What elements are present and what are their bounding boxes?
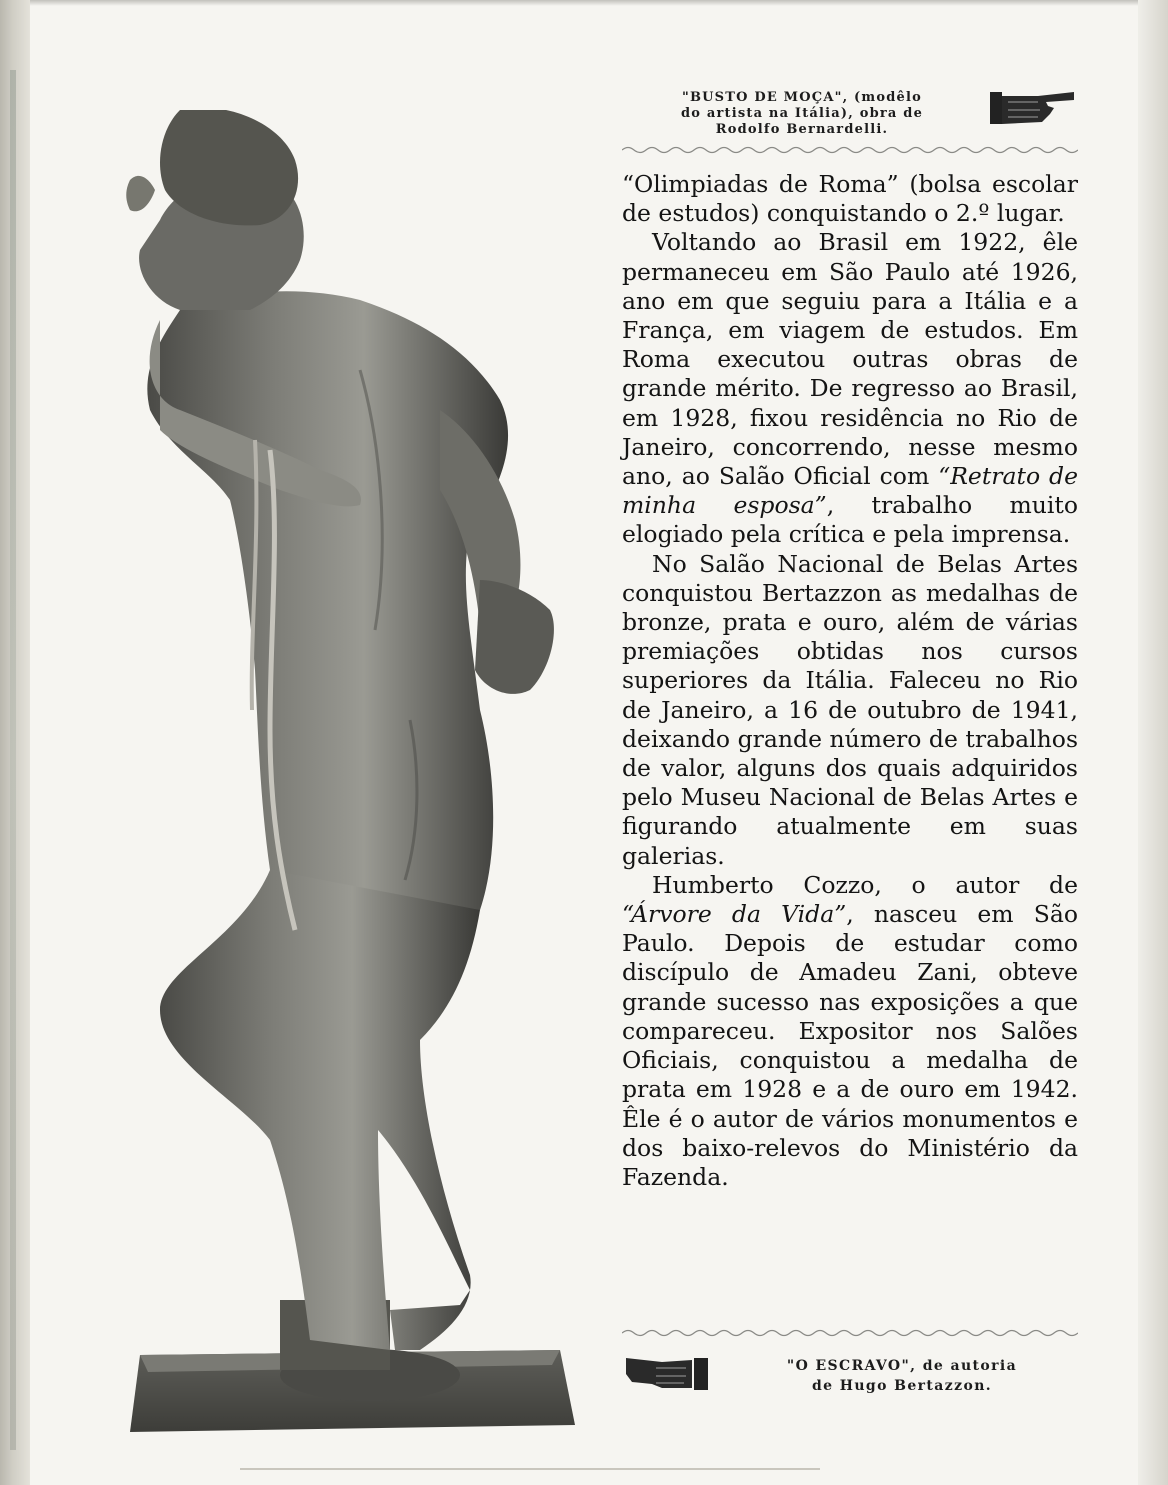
pointing-hand-right-icon (622, 1352, 714, 1392)
sculpture-photo (120, 110, 580, 1440)
text-run: Humberto Cozzo, o autor de (652, 870, 1078, 899)
caption-bottom-line: de Hugo Bertazzon. (811, 1378, 993, 1394)
work-title: “Árvore da Vida” (622, 900, 847, 929)
text-run: Voltando ao Brasil em 1922, êle permaneceu em São Paulo até 1926, ano em que seguiu para a Itália e a França, em viagem de estudos. Em Roma executou outras obras de grande mérito. De regresso ao Brasil, em 1928, fixou residência no Rio de Janeiro, concorrendo, nesse mesmo ano, ao Salão Oficial com (622, 228, 1078, 491)
paragraph (622, 228, 1078, 549)
page-binding-edge (0, 0, 30, 1485)
paragraph: “Olimpiadas de Roma” (bolsa escolar de estudos) conquistando o 2.º lugar. (622, 170, 1078, 228)
paragraph: No Salão Nacional de Belas Artes conquistou Bertazzon as medalhas de bronze, prata e ouro, além de várias premiações obtidas nos cursos superiores da Itália. Faleceu no Rio de Janeiro, a 16 de outubro de 1941, deixando grande número de trabalhos de valor, alguns dos quais adquiridos pelo Museu Nacional de Belas Artes e figurando atualmente em suas galerias. (622, 549, 1078, 870)
work-title: “Retrato de minha esposa” (622, 462, 1078, 520)
photo-baseline (240, 1468, 820, 1470)
page-top-shadow (30, 0, 1138, 6)
caption-top-line: "BUSTO DE MOÇA", (modêlo (681, 90, 923, 105)
text-run: , nasceu em São Paulo. Depois de estudar como discípulo de Amadeu Zani, obteve grande sucesso nas exposições a que compareceu. Expositor nos Salões Oficiais, conquistou a medalha de prata em 1928 e a de ouro em 1942. Êle é o autor de vários monumentos e dos baixo-relevos do Ministério da Fazenda. (622, 900, 1078, 1191)
caption-top-line: Rodolfo Bernardelli. (715, 122, 889, 137)
page-right-edge (1138, 0, 1168, 1485)
wavy-divider (622, 145, 1078, 155)
paragraph (622, 871, 1078, 1192)
article-body (622, 170, 1078, 1192)
caption-top-line: do artista na Itália), obra de (680, 106, 924, 121)
caption-bottom (722, 1356, 1082, 1396)
caption-top (622, 90, 982, 138)
pointing-hand-right-icon (988, 84, 1078, 130)
text-run: , trabalho muito elogiado pela crítica e pela imprensa. (622, 491, 1078, 549)
wavy-divider (622, 1328, 1078, 1338)
caption-bottom-line: "O ESCRAVO", de autoria (786, 1358, 1018, 1374)
